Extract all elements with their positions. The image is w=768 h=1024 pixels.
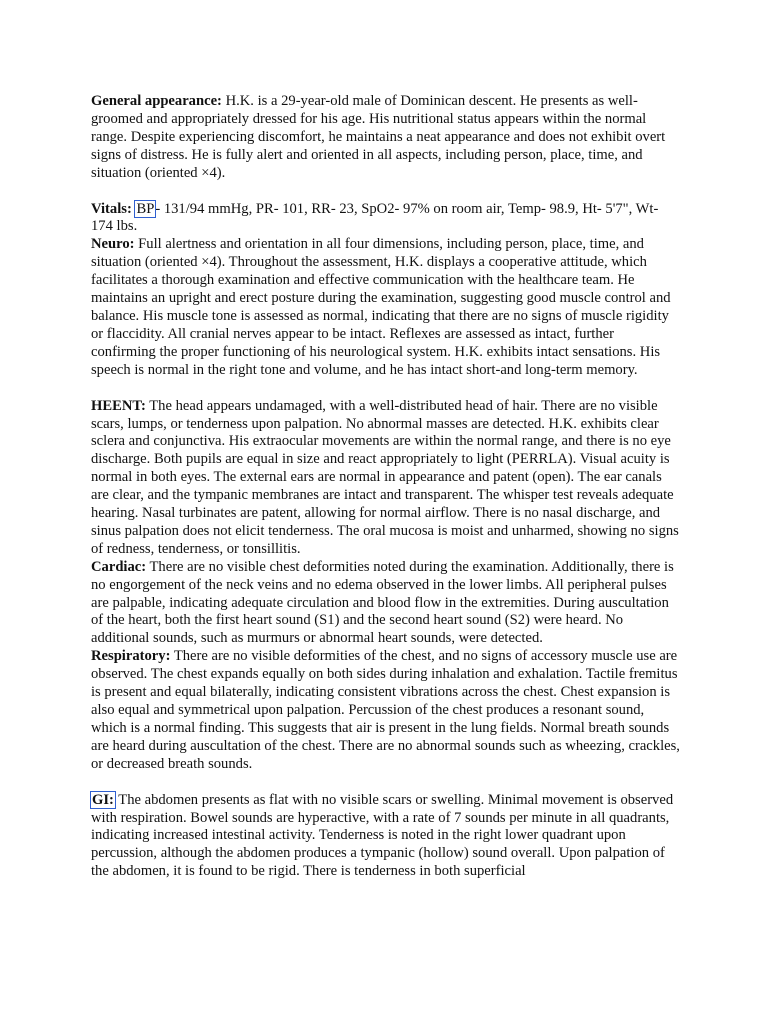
respiratory-text: There are no visible deformities of the chest, and no signs of accessory muscle use are observed. The chest expands equally on both sides during inhalation and exhalation. Tactile fremitus is present and equal bilaterally, indicating consistent vibrations across the chest. Chest expansion is also equal and symmetrical upon palpation. Percussion of the chest produces a resonant sound, which is a normal finding. This suggests that air is present in the lung fields. Normal breath sounds are heard during auscultation of the chest. There are no abnormal sounds such as wheezing, crackles, or decreased breath sounds.	[91, 648, 680, 772]
general-appearance-paragraph	[91, 93, 681, 183]
paragraph-spacer	[91, 183, 681, 201]
respiratory-paragraph	[91, 648, 681, 773]
vitals-paragraph	[91, 201, 681, 237]
neuro-paragraph	[91, 236, 681, 379]
gi-heading[interactable]: GI:	[92, 791, 114, 808]
cardiac-text: There are no visible chest deformities noted during the examination. Additionally, there is no engorgement of the neck veins and no edema observed in the lower limbs. All peripheral pulses are palpable, indicating adequate circulation and blood flow in the extremities. During auscultation of the heart, both the first heart sound (S1) and the second heart sound (S2) were heard. No additional sounds, such as murmurs or abnormal heart sounds, were detected.	[91, 558, 674, 647]
neuro-heading: Neuro:	[91, 236, 135, 253]
document-page	[91, 93, 681, 881]
heent-text: The head appears undamaged, with a well-distributed head of hair. There are no visible scars, lumps, or tenderness upon palpation. No abnormal masses are detected. H.K. exhibits clear sclera and conjunctiva. His extraocular movements are within the normal range, and there is no eye discharge. Both pupils are equal in size and react appropriately to light (PERRLA). Visual acuity is normal in both eyes. The external ears are normal in appearance and patent (open). The ear canals are clear, and the tympanic membranes are intact and transparent. The whisper test reveals adequate hearing. Nasal turbinates are patent, allowing for normal airflow. There is no nasal discharge, and sinus palpation does not elicit tenderness. The oral mucosa is moist and unharmed, showing no signs of redness, tenderness, or tonsillitis.	[91, 397, 679, 557]
neuro-text: Full alertness and orientation in all four dimensions, including person, place, time, and situation (oriented ×4). Throughout the assessment, H.K. displays a cooperative attitude, which facilitates a thorough examination and effective communication with the healthcare team. He maintains an upright and erect posture during the examination, suggesting good muscle control and balance. His muscle tone is assessed as normal, indicating that there are no signs of muscle rigidity or flaccidity. All cranial nerves appear to be intact. Reflexes are assessed as intact, further confirming the proper functioning of his neurological system. H.K. exhibits intact sensations. His speech is normal in the right tone and volume, and he has intact short-and long-term memory.	[91, 236, 671, 378]
bp-highlighted-term[interactable]: BP	[136, 200, 155, 217]
paragraph-spacer	[91, 774, 681, 792]
general-appearance-heading: General appearance:	[91, 93, 222, 109]
cardiac-heading: Cardiac:	[91, 558, 147, 575]
heent-paragraph	[91, 398, 681, 559]
cardiac-paragraph	[91, 559, 681, 649]
vitals-text: - 131/94 mmHg, PR- 101, RR- 23, SpO2- 97% on room air, Temp- 98.9, Ht- 5'7", Wt- 174 lbs.	[91, 200, 659, 235]
paragraph-spacer	[91, 380, 681, 398]
gi-paragraph	[91, 792, 681, 882]
heent-heading: HEENT:	[91, 397, 146, 414]
gi-text: The abdomen presents as flat with no visible scars or swelling. Minimal movement is observed with respiration. Bowel sounds are hyperactive, with a rate of 7 sounds per minute in all quadrants, indicating increased intestinal activity. Tenderness is noted in the right lower quadrant upon percussion, although the abdomen produces a tympanic (hollow) sound overall. Upon palpation of the abdomen, it is found to be rigid. There is tenderness in both superficial	[91, 791, 674, 880]
general-appearance-text: H.K. is a 29-year-old male of Dominican descent. He presents as well-groomed and appropriately dressed for his age. His nutritional status appears within the normal range. Despite experiencing discomfort, he maintains a neat appearance and does not exhibit overt signs of distress. He is fully alert and oriented in all aspects, including person, place, time, and situation (oriented ×4).	[91, 93, 666, 181]
vitals-heading: Vitals:	[91, 200, 132, 217]
respiratory-heading: Respiratory:	[91, 648, 171, 665]
